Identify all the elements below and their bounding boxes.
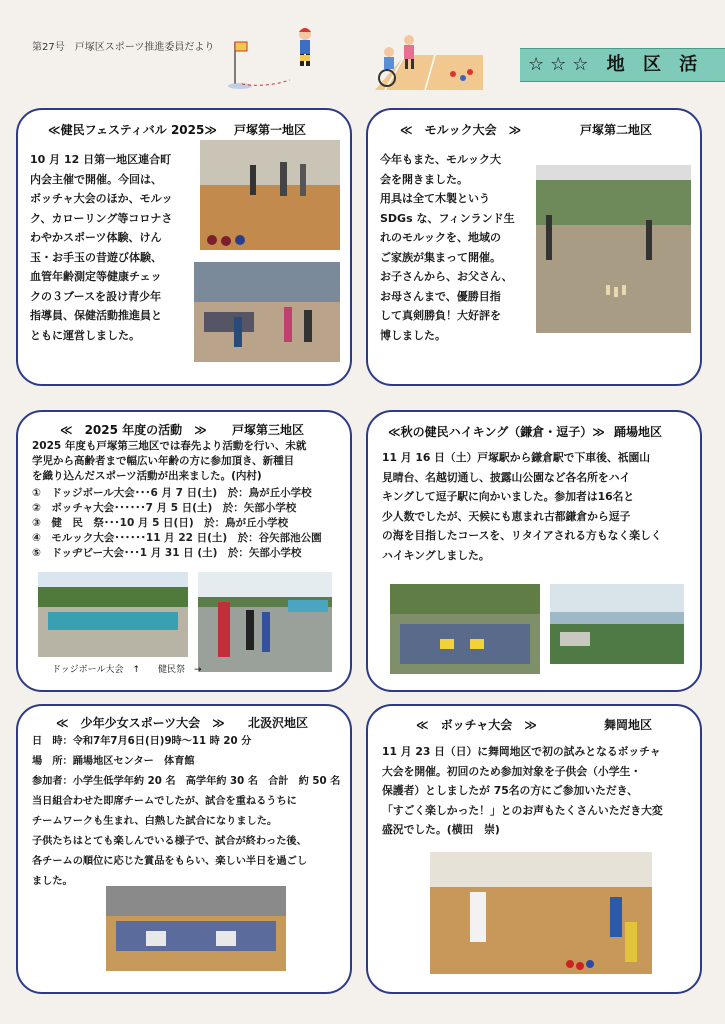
text-line: 盛況でした。(横田 崇) <box>382 823 500 836</box>
text-line: 参加者：小学生低学年約 20 名 高学年約 30 名 合計 約 50 名 <box>32 776 341 787</box>
wheelchair-kids-illustration <box>365 30 485 95</box>
text-line: 日 時：令和7年7月6日(日)9時〜11 時 20 分 <box>32 736 252 747</box>
page-header <box>0 0 725 100</box>
card-festival <box>16 108 352 386</box>
card-youth-sports <box>16 704 352 994</box>
text-line: 各チームの順位に応じた賞品をもらい、楽しい半日を過ごし <box>32 856 308 867</box>
text-line: れのモルックを、地域の <box>380 231 501 244</box>
gym-kids-photo <box>106 886 286 971</box>
text-line: 玉・お手玉の昔遊び体験、 <box>30 250 162 264</box>
text-line: 少人数でしたが、天候にも恵まれ古都鎌倉から逗子 <box>382 509 631 523</box>
list-item: ④ モルック大会･･････11 月 22 日(土) 於：谷矢部池公園 <box>32 532 322 544</box>
text-line: クの３ブースを設け青少年 <box>30 289 162 303</box>
text-line: ハイキングしました。 <box>382 548 490 562</box>
card-district: 踊場地区 <box>614 425 663 439</box>
text-line: お子さんから、お父さん、 <box>380 270 513 283</box>
gym-boccia-photo <box>200 140 340 250</box>
text-line: 博しました。 <box>380 328 446 342</box>
card-molkky <box>366 108 702 386</box>
text-line: 11 月 16 日（土）戸塚駅から鎌倉駅で下車後、祇園山 <box>382 451 651 464</box>
coast-view-photo <box>550 584 684 664</box>
text-line: ました。 <box>32 876 73 887</box>
card-title: ≪ 2025 年度の活動 ≫ <box>60 423 207 437</box>
card-body <box>32 732 350 892</box>
card-district: 舞岡地区 <box>604 718 653 732</box>
text-line: 用具は全て木製という <box>380 192 490 205</box>
text-line: 2025 年度も戸塚第三地区では春先より活動を行い、未就 <box>32 440 307 452</box>
text-line: 11 月 23 日（日）に舞岡地区で初の試みとなるボッチャ <box>382 745 661 758</box>
card-title: ≪ ボッチャ大会 ≫ <box>416 718 537 732</box>
gym-event-photo <box>194 262 340 362</box>
text-line: 内会主催で開催。今回は、 <box>30 172 162 186</box>
card-hiking <box>366 410 702 692</box>
text-line: 「すごく楽しかった！」とのお声もたくさんいただき大変 <box>382 803 663 817</box>
activity-list <box>32 486 322 561</box>
text-line: チームワークも生まれ、白熱した試合になりました。 <box>32 816 278 827</box>
card-title: ≪秋の健民ハイキング（鎌倉・逗子）≫ <box>388 425 605 439</box>
card-body <box>32 439 344 484</box>
card-boccia <box>366 704 702 994</box>
list-item: ⑤ ドッヂビー大会･･･1 月 31 日 (土) 於：矢部小学校 <box>32 547 302 559</box>
card-district: 戸塚第二地区 <box>580 123 653 137</box>
text-line: ボッチャ大会のほか、モルッ <box>30 192 173 205</box>
card-2025-activities <box>16 410 352 692</box>
card-body <box>380 150 545 345</box>
list-item: ① ドッジボール大会･･･6 月 7 日(土) 於：鳥が丘小学校 <box>32 487 312 499</box>
text-line: 学児から高齢者まで幅広い年齢の方に参加頂き、新種目 <box>32 455 295 467</box>
text-line: 指導員、保健活動推進員と <box>30 309 162 322</box>
text-line: キングして逗子駅に向かいました。参加者は16名と <box>382 490 635 503</box>
boccia-gym-photo <box>430 852 652 974</box>
text-line: ともに運営しました。 <box>30 328 140 342</box>
card-district: 北汲沢地区 <box>248 716 309 730</box>
text-line: 血管年齢測定等健康チェッ <box>30 270 162 283</box>
text-line: 会を開きました。 <box>380 172 468 186</box>
card-body <box>30 150 205 345</box>
text-line: 今年もまた、モルック大 <box>380 153 501 166</box>
card-district: 戸塚第三地区 <box>232 423 305 437</box>
section-banner: ☆☆☆ 地 区 活 <box>520 48 725 82</box>
text-line: 子供たちはとても楽しんでいる様子で、試合が終わった後、 <box>32 836 307 847</box>
molkky-park-photo <box>536 165 691 333</box>
text-line: 大会を開催。初回のため参加対象を子供会（小学生・ <box>382 764 642 778</box>
text-line: わやかスポーツ体験、けん <box>30 231 162 244</box>
text-line: 10 月 12 日第一地区連合町 <box>30 153 172 166</box>
text-line: 見晴台、名越切通し、披露山公園など各名所をハイ <box>382 470 631 484</box>
dodgeball-photo <box>38 572 188 657</box>
hiking-group-photo <box>390 584 540 674</box>
card-title: ≪ 少年少女スポーツ大会 ≫ <box>56 716 225 730</box>
text-line: 場 所：踊場地区センター 体育館 <box>32 756 195 767</box>
text-line: SDGs な、フィンランド生 <box>380 211 515 225</box>
flag-kid-illustration <box>220 22 320 97</box>
card-title: ≪ モルック大会 ≫ <box>400 123 522 137</box>
list-item: ③ 健 民 祭･･･10 月 5 日(日) 於：鳥が丘小学校 <box>32 517 289 529</box>
sports-festival-photo <box>198 572 332 672</box>
card-body <box>382 742 696 840</box>
text-line: 当日組合わせた即席チームでしたが、試合を重ねるうちに <box>32 796 297 807</box>
issue-line: 第27号 戸塚区スポーツ推進委員だより <box>32 42 215 53</box>
text-line: の海を目指したコースを、リタイアされる方もなく楽しく <box>382 529 662 542</box>
text-line: して真剣勝負！大好評を <box>380 309 501 322</box>
text-line: を織り込んだスポーツ活動が出来ました。(内村) <box>32 470 262 482</box>
photo-caption: ドッジボール大会 ↑ 健民祭 → <box>52 665 202 675</box>
text-line: お母さんまで、優勝目指 <box>380 289 501 303</box>
text-line: ク、カローリング等コロナさ <box>30 211 173 225</box>
card-title: ≪健民フェスティバル 2025≫ <box>48 123 217 137</box>
card-body <box>382 448 694 565</box>
text-line: ご家族が集まって開催。 <box>380 250 501 264</box>
card-district: 戸塚第一地区 <box>234 123 307 137</box>
text-line: 保護者）としましたが 75名の方にご参加いただき、 <box>382 784 638 797</box>
list-item: ② ボッチャ大会･･････7 月 5 日(土) 於：矢部小学校 <box>32 502 297 514</box>
